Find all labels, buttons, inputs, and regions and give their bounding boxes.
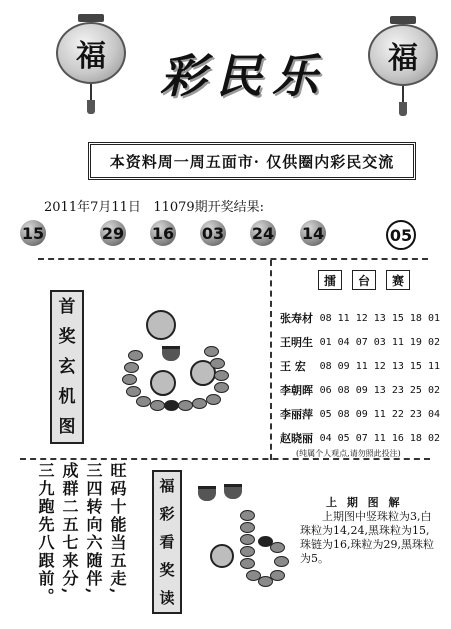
tag: 台 — [352, 270, 376, 290]
bead — [258, 536, 273, 547]
puzzle-image — [110, 290, 260, 430]
poem-column: 三九跑先八跟前。 — [36, 462, 55, 606]
draw-period: 11079期开奖结果: — [153, 200, 265, 215]
table-row — [280, 378, 440, 402]
bead — [240, 546, 255, 557]
poem-column: 成群二五七来分, — [60, 462, 79, 596]
notice-text: 本资料周一周五面市· 仅供圈内彩民交流 — [109, 152, 395, 171]
puzzle-image — [190, 480, 290, 600]
divider — [270, 260, 272, 460]
player-numbers: 05 08 09 11 22 23 04 — [319, 408, 440, 420]
result-ball: 14 — [300, 220, 326, 246]
explanation-title: 上 期 图 解 — [326, 496, 403, 509]
bead — [128, 350, 143, 361]
player-name: 王 宏 — [280, 360, 306, 373]
bead — [206, 394, 221, 405]
table-row — [280, 330, 440, 354]
table-row — [280, 306, 440, 330]
draw-result-line — [44, 196, 264, 215]
player-name: 王明生 — [280, 336, 313, 349]
result-ball: 24 — [250, 220, 276, 246]
bead — [240, 522, 255, 533]
lantern-fu-icon: 福 — [56, 22, 126, 84]
explanation-text: 上期图中竖珠粒为3,白珠粒为14,24,黑珠粒为15,珠链为16,珠粒为29,黑珠粒为5。 — [300, 510, 434, 565]
lantern-cap — [390, 16, 416, 24]
bead — [214, 370, 229, 381]
tag: 赛 — [386, 270, 410, 290]
tassel-end — [87, 100, 95, 114]
bead — [164, 400, 179, 411]
tassel — [90, 84, 92, 100]
result-ball: 29 — [100, 220, 126, 246]
left-lantern — [58, 14, 124, 114]
bead — [240, 558, 255, 569]
coin-icon — [146, 310, 176, 340]
table-row — [280, 402, 440, 426]
result-ball: 15 — [20, 220, 46, 246]
bead — [122, 374, 137, 385]
table-row — [280, 426, 440, 450]
player-numbers: 06 08 09 13 23 25 02 — [319, 384, 440, 396]
bead — [192, 398, 207, 409]
result-ball: 16 — [150, 220, 176, 246]
bead — [150, 400, 165, 411]
bead — [240, 510, 255, 521]
coin-icon — [210, 544, 234, 568]
bead — [178, 400, 193, 411]
bead — [124, 362, 139, 373]
player-name: 李丽萍 — [280, 408, 313, 421]
disclaimer: (纯属个人观点,请勿照此投注) — [296, 449, 401, 458]
bead — [126, 386, 141, 397]
bead — [274, 556, 289, 567]
special-ball: 05 — [386, 220, 416, 250]
draw-date: 2011年7月11日 — [44, 200, 141, 215]
ingot-icon — [224, 484, 242, 499]
poem-column: 旺码十能当五走, — [108, 462, 127, 596]
ingot-icon — [162, 346, 180, 361]
bead — [136, 396, 151, 407]
coin-icon — [150, 370, 176, 396]
tag: 擂 — [318, 270, 342, 290]
table-row — [280, 354, 440, 378]
lantern-cap — [78, 14, 104, 22]
tassel — [402, 86, 404, 102]
notice-banner — [88, 142, 416, 180]
puzzle-title-box: 首 奖 玄 机 图 — [50, 290, 84, 444]
poem — [34, 462, 128, 606]
leaderboard-table — [280, 306, 440, 450]
poem-column: 三四转向六随伴, — [84, 462, 103, 596]
bead — [204, 346, 219, 357]
tassel-end — [399, 102, 407, 116]
bead — [214, 382, 229, 393]
player-name: 张寿材 — [280, 312, 313, 325]
player-name: 赵晓丽 — [280, 432, 313, 445]
leaderboard-tags — [318, 270, 410, 290]
bead — [210, 358, 225, 369]
divider — [38, 258, 428, 260]
right-lantern — [370, 16, 436, 116]
bead — [240, 534, 255, 545]
puzzle-title-box: 福 彩 看 奖 读 — [152, 470, 182, 614]
bead — [270, 570, 285, 581]
player-numbers: 01 04 07 03 11 19 02 — [319, 336, 440, 348]
player-numbers: 04 05 07 11 16 18 02 — [319, 432, 440, 444]
player-numbers: 08 11 12 13 15 18 01 — [319, 312, 440, 324]
page-title: 彩民乐 — [160, 49, 328, 103]
player-name: 李朝晖 — [280, 384, 313, 397]
ingot-icon — [198, 486, 216, 501]
result-ball: 03 — [200, 220, 226, 246]
lantern-fu-icon: 福 — [368, 24, 438, 86]
player-numbers: 08 09 11 12 13 15 11 — [319, 360, 440, 372]
